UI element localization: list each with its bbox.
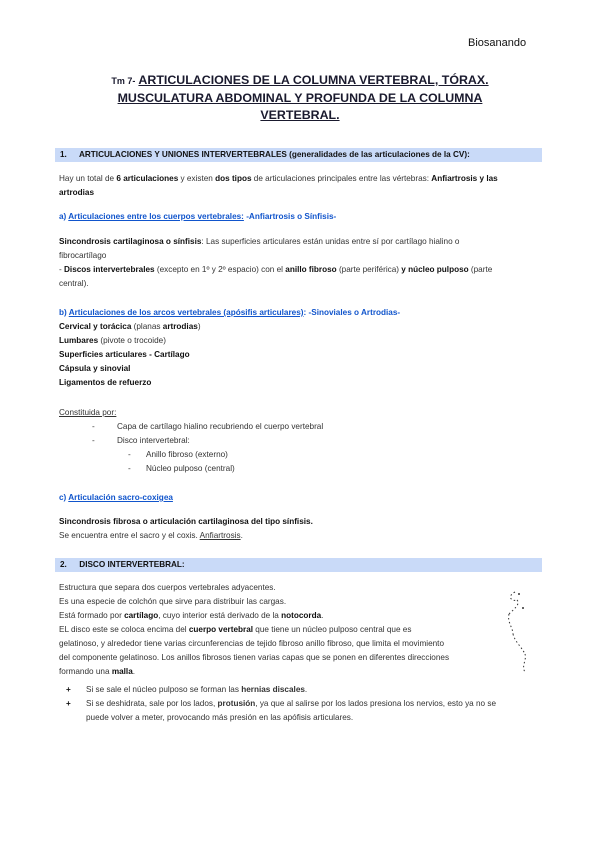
deshidrata-line-2: puede volver a meter, provocando más presión en las apófisis articulares. xyxy=(86,713,354,722)
sincondrosis-line-2: fibrocartílago xyxy=(59,251,107,260)
disco-line-2: Es una especie de colchón que sirve para distribuir las cargas. xyxy=(59,597,287,606)
deshidrata-text-2: , ya que al salirse por los lados presiona los nervios, esto ya no se xyxy=(255,699,497,708)
anfiartrosis-underlined: Anfiartrosis xyxy=(199,531,241,540)
title-prefix: Tm 7- xyxy=(111,76,136,86)
disco-line-4a: EL disco este se coloca encima del xyxy=(59,625,189,634)
subsection-a-tail: -Anfiartrosis o Sínfisis- xyxy=(243,212,337,221)
disco-line-3e: . xyxy=(321,611,324,620)
cartilago-bold: cartílago xyxy=(124,611,159,620)
subsection-b-list xyxy=(59,320,549,390)
list-item xyxy=(92,434,190,448)
intro-bold-two: dos tipos xyxy=(215,174,252,183)
header-brand: Biosanando xyxy=(468,37,527,49)
intro-text-a: Hay un total de xyxy=(59,174,117,183)
disco-line-3a: Está formado por xyxy=(59,611,125,620)
list-item-text: Disco intervertebral: xyxy=(117,436,190,445)
notocorda-bold: notocorda xyxy=(281,611,322,620)
list-dash: - xyxy=(128,450,131,459)
sincondrosis-fibrosa-bold: Sincondrosis fibrosa o articulación cartilaginosa del tipo sínfisis. xyxy=(59,517,313,526)
artrodias-bold: artrodias xyxy=(162,322,198,331)
disco-line-7c: . xyxy=(132,667,136,676)
list-dash: - xyxy=(92,422,95,431)
sacro-text: Se encuentra entre el sacro y el coxis. xyxy=(59,531,200,540)
subsection-a-para-1 xyxy=(59,235,549,263)
title-line-1: ARTICULACIONES DE LA COLUMNA VERTEBRAL, TÓRAX. xyxy=(138,73,489,87)
discos-text-3: (parte xyxy=(468,265,493,274)
subsection-a-para-2 xyxy=(59,263,549,291)
deshidrata-text: Si se deshidrata, sale por los lados, xyxy=(86,699,218,708)
intro-bold-six: 6 articulaciones xyxy=(116,174,179,183)
hernias-end: . xyxy=(304,685,308,694)
list-subitem xyxy=(128,448,228,462)
list-item xyxy=(92,420,323,434)
disco-line-6: del componente gelatinoso. Los anillos fibrosos tienen varias capas que se ponen en diferentes direcciones xyxy=(59,653,450,662)
subsection-a-heading xyxy=(59,210,549,224)
section-1-heading-text: ARTICULACIONES Y UNIONES INTERVERTEBRALES (generalidades de las articulaciones de la CV): xyxy=(78,150,470,159)
subsection-c-label: c) xyxy=(59,493,69,502)
disco-line-4c: que tiene un núcleo pulposo central que es xyxy=(253,625,412,634)
cervical-end: ) xyxy=(197,322,201,331)
discos-text-1: (excepto en 1º y 2º espacio) con el xyxy=(154,265,286,274)
list-subitem xyxy=(128,462,235,476)
title-line-3: VERTEBRAL. xyxy=(260,108,340,122)
discos-line-2: central). xyxy=(59,279,89,288)
sincondrosis-bold: Sincondrosis cartilaginosa o sínfisis xyxy=(59,237,202,246)
hernias-text: Si se sale el núcleo pulposo se forman las xyxy=(86,685,242,694)
subsection-c-heading xyxy=(59,491,549,505)
disco-line-7a: formando una xyxy=(59,667,112,676)
plus-icon: + xyxy=(66,699,71,708)
section-2-body xyxy=(59,581,549,679)
subsection-a-link[interactable]: Articulaciones entre los cuerpos vertebrales: xyxy=(68,212,244,221)
hernias-bold: hernias discales xyxy=(241,685,305,694)
subsection-b-tail: : -Sinoviales o Artrodias- xyxy=(303,308,401,317)
discos-text-2: (parte periférica) xyxy=(336,265,402,274)
subsection-a-label: a) xyxy=(59,212,69,221)
constituida-label xyxy=(59,406,549,420)
intro-text-e: de articulaciones principales entre las vértebras: xyxy=(251,174,432,183)
section-1-number: 1. xyxy=(60,150,67,159)
nucleo-bold: y núcleo pulposo xyxy=(401,265,469,274)
subsection-b-heading xyxy=(59,306,549,320)
bullet-item xyxy=(66,683,536,697)
title-line-2: MUSCULATURA ABDOMINAL Y PROFUNDA DE LA COLUMNA xyxy=(117,91,483,105)
intro-bold-artrodias: artrodias xyxy=(59,188,95,197)
discos-dash: - xyxy=(59,265,65,274)
list-dash: - xyxy=(92,436,95,445)
list-item-text: Capa de cartílago hialino recubriendo el cuerpo vertebral xyxy=(117,422,324,431)
discos-bold: Discos intervertebrales xyxy=(64,265,155,274)
list-subitem-text: Anillo fibroso (externo) xyxy=(146,450,228,459)
disco-line-3c: , cuyo interior está derivado de la xyxy=(158,611,282,620)
sacro-end: . xyxy=(240,531,243,540)
constituida-text: Constituida por: xyxy=(59,408,117,417)
ligamentos-line: Ligamentos de refuerzo xyxy=(59,378,152,387)
plus-icon: + xyxy=(66,685,71,694)
spine-doodle-icon xyxy=(497,588,537,678)
list-subitem-text: Núcleo pulposo (central) xyxy=(146,464,235,473)
intro-bold-anfiartrosis: Anfiartrosis y las xyxy=(431,174,498,183)
cervical-bold: Cervical y torácica xyxy=(59,322,132,331)
page-title xyxy=(60,72,540,124)
lumbares-bold: Lumbares xyxy=(59,336,99,345)
malla-bold: malla xyxy=(111,667,133,676)
subsection-c-link[interactable]: Articulación sacro-coxigea xyxy=(68,493,173,502)
superficies-line: Superficies articulares - Cartílago xyxy=(59,350,190,359)
list-dash: - xyxy=(128,464,131,473)
lumbares-text: (pivote o trocoide) xyxy=(98,336,166,345)
disco-line-5: gelatinoso, y alrededor tiene varias circunferencias de tejido fibroso anillo fibroso, que limita el movimiento xyxy=(59,639,445,648)
anillo-bold: anillo fibroso xyxy=(285,265,337,274)
cervical-text: (planas xyxy=(131,322,163,331)
section-1-intro xyxy=(59,172,549,200)
disco-line-1: Estructura que separa dos cuerpos vertebrales adyacentes. xyxy=(59,583,276,592)
section-2-number: 2. xyxy=(60,560,67,569)
intro-text-c: y existen xyxy=(178,174,216,183)
cuerpo-vertebral-bold: cuerpo vertebral xyxy=(188,625,254,634)
capsula-line: Cápsula y sinovial xyxy=(59,364,131,373)
subsection-c-body xyxy=(59,515,549,543)
subsection-b-label: b) xyxy=(59,308,69,317)
sincondrosis-text: : Las superficies articulares están unidas entre sí por cartílago hialino o xyxy=(201,237,460,246)
section-2-heading xyxy=(55,558,542,572)
section-2-heading-text: DISCO INTERVERTEBRAL: xyxy=(79,560,185,569)
bullet-item xyxy=(66,697,536,725)
protusion-bold: protusión xyxy=(217,699,256,708)
section-1-heading xyxy=(55,148,542,162)
subsection-b-link[interactable]: Articulaciones de los arcos vertebrales (apósifis articulares) xyxy=(68,308,304,317)
